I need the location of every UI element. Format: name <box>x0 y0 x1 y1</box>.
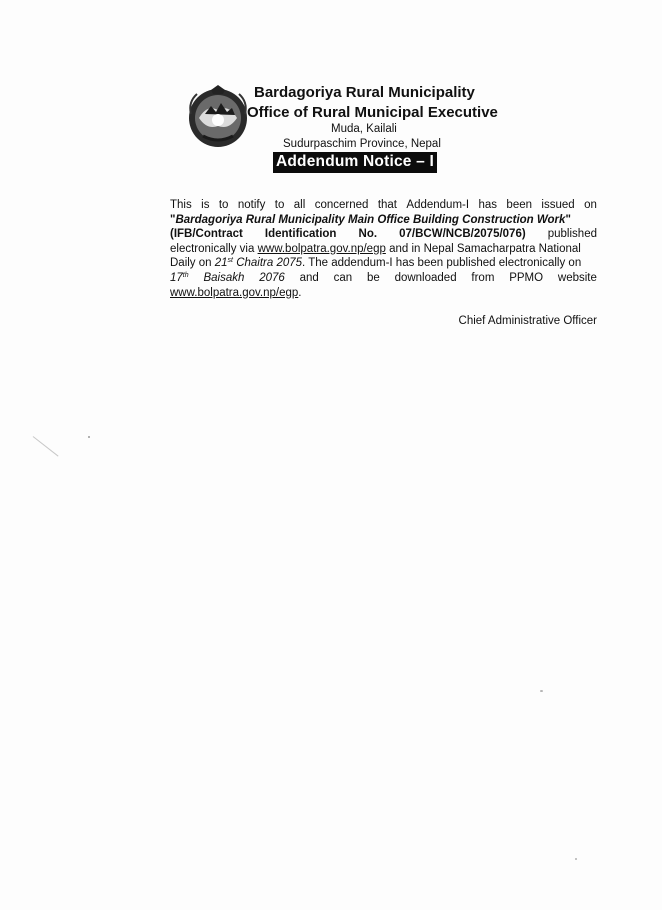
nepal-government-emblem-icon <box>185 84 251 150</box>
body-line <box>170 227 597 242</box>
scan-streak <box>33 436 59 456</box>
body-text: published <box>547 228 597 241</box>
body-text: to <box>274 199 285 211</box>
date-day: 21 <box>214 257 228 270</box>
body-line <box>170 286 597 301</box>
date-month: Baisakh <box>203 271 245 284</box>
address-province: Sudurpaschim Province, Nepal <box>283 138 441 150</box>
body-line <box>170 256 597 271</box>
body-line <box>170 242 597 257</box>
body-text: has <box>478 199 498 211</box>
office-name: Office of Rural Municipal Executive <box>247 104 498 121</box>
contract-id: 07/BCW/NCB/2075/076) <box>399 228 526 241</box>
addendum-date <box>170 271 189 286</box>
body-text: on <box>584 199 597 211</box>
body-text: and in Nepal Samacharpatra National <box>385 242 581 255</box>
body-text: This <box>170 199 192 211</box>
date-suffix: th <box>182 271 189 279</box>
body-text: PPMO <box>509 271 544 284</box>
signatory-title: Chief Administrative Officer <box>458 315 597 327</box>
scan-speck <box>575 858 577 860</box>
contract-label: (IFB/Contract <box>170 228 243 241</box>
org-name: Bardagoriya Rural Municipality <box>254 84 475 101</box>
body-text: can <box>333 271 353 284</box>
scan-speck <box>88 436 90 438</box>
date-year: 2076 <box>259 271 285 284</box>
project-name: Bardagoriya Rural Municipality Main Office Building Construction Work <box>175 213 566 226</box>
publication-date <box>215 256 302 271</box>
date-month-year: Chaitra 2075 <box>233 257 303 270</box>
body-text: be <box>366 271 380 284</box>
body-text: website <box>557 271 597 284</box>
body-text: Daily on <box>170 257 215 270</box>
notice-title: Addendum Notice – I <box>273 152 437 173</box>
date-suffix: st <box>227 257 233 265</box>
quote-mark: " <box>565 213 571 226</box>
body-text: is <box>201 199 210 211</box>
body-line <box>170 271 597 286</box>
body-text: to <box>218 199 229 211</box>
scan-speck <box>540 690 543 692</box>
body-text: been <box>506 199 533 211</box>
body-text: that <box>377 199 397 211</box>
body-text: and <box>299 271 319 284</box>
contract-label: Identification <box>264 228 337 241</box>
body-text: . The addendum-I has been published electronically on <box>302 257 582 270</box>
body-line <box>170 198 597 213</box>
body-text: downloaded <box>394 271 457 284</box>
body-text: issued <box>541 199 575 211</box>
quote-mark: " <box>170 213 176 226</box>
notice-body <box>170 198 597 300</box>
date-day: 17 <box>170 271 183 284</box>
address-line: Muda, Kailali <box>331 123 397 135</box>
body-text: all <box>293 199 306 211</box>
bolpatra-link[interactable]: www.bolpatra.gov.np/egp <box>257 242 386 255</box>
ppmo-website-link[interactable]: www.bolpatra.gov.np/egp <box>170 286 299 299</box>
contract-label: No. <box>358 228 378 241</box>
body-text: concerned <box>314 199 369 211</box>
body-text: Addendum-I <box>406 199 470 211</box>
body-line <box>170 213 597 228</box>
body-text: notify <box>237 199 266 211</box>
body-text: electronically via <box>170 242 258 255</box>
body-text: from <box>471 271 495 284</box>
body-text: . <box>298 286 302 299</box>
